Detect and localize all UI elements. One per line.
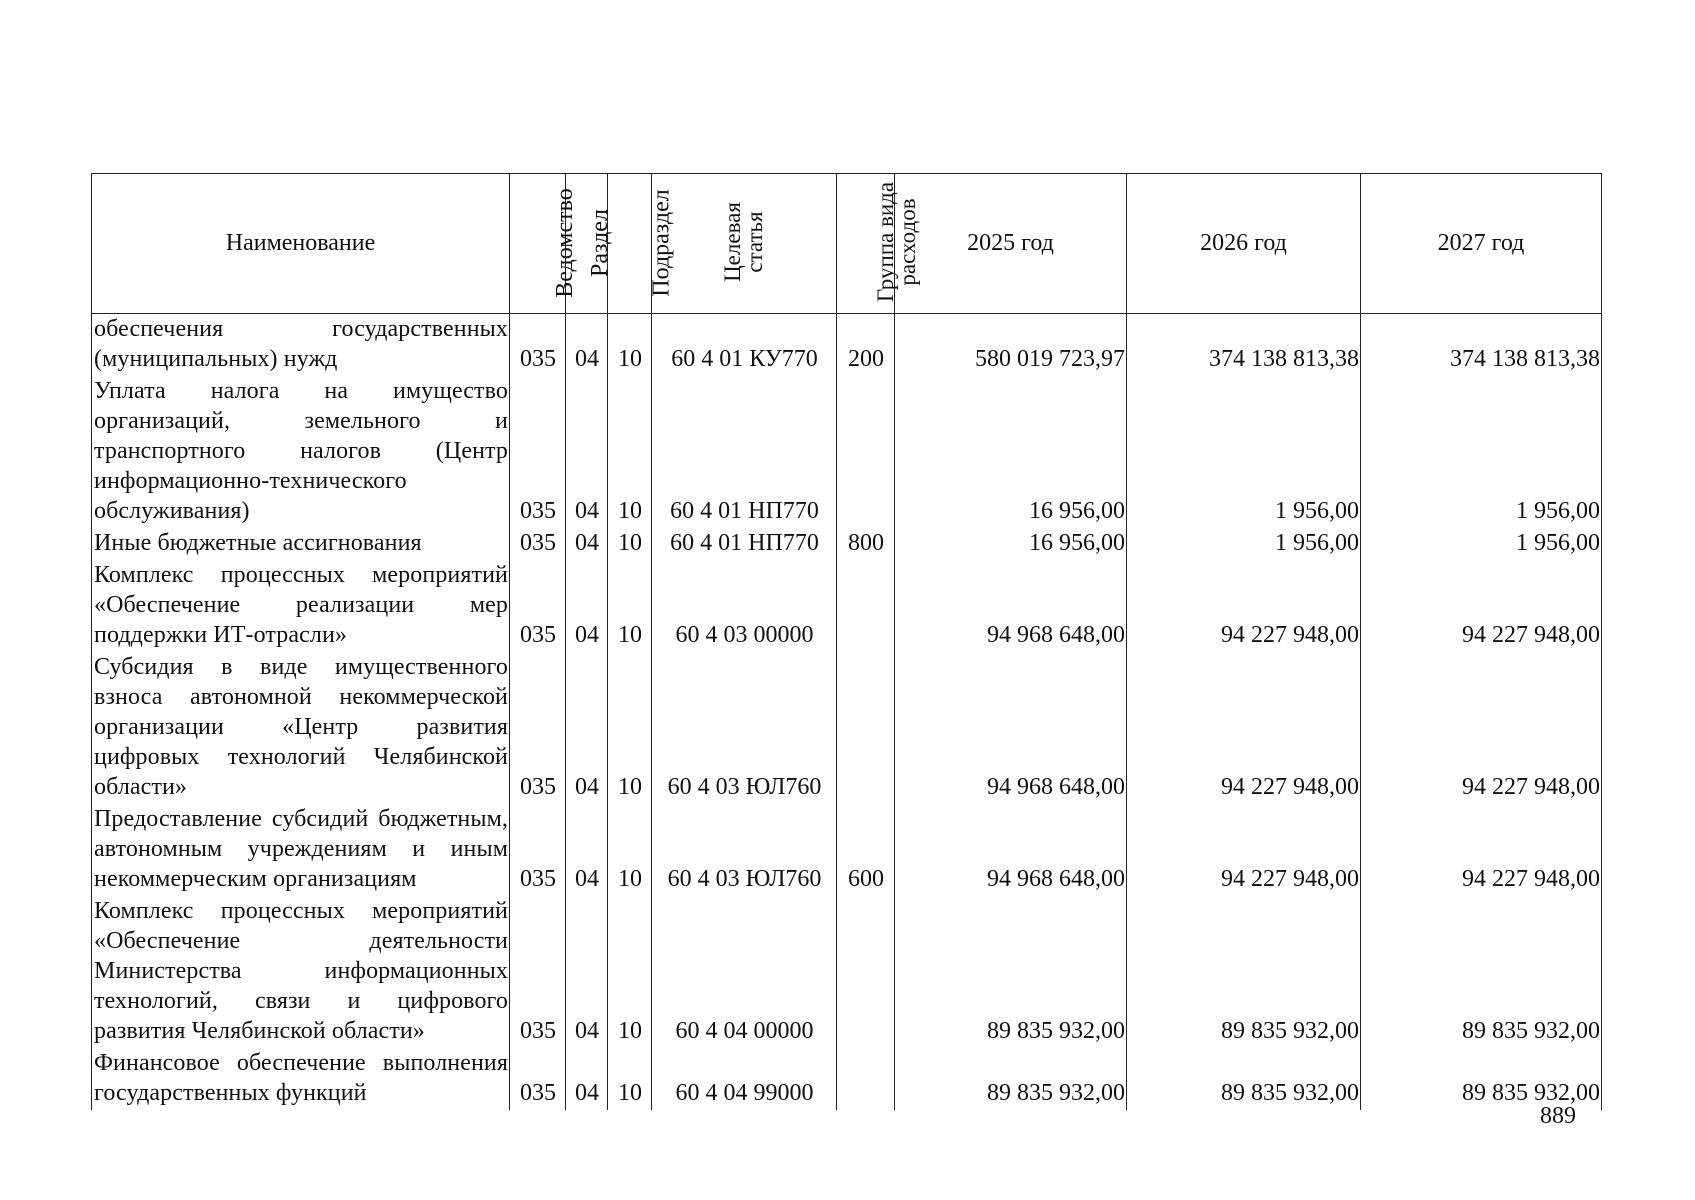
row-vid-rashodov-cell	[837, 652, 895, 804]
row-name-cell: Уплата налога на имущество организаций, земельного и транспортного налогов (Центр информационно-технического обслуживания)	[92, 376, 510, 528]
table-row	[92, 376, 1602, 528]
row-vid-rashodov-cell	[837, 1048, 895, 1110]
row-vedomstvo-cell: 035	[510, 652, 566, 804]
row-podrazdel-cell: 10	[608, 1048, 652, 1110]
row-celevaya-statya-cell: 60 4 03 ЮЛ760	[652, 804, 837, 896]
header-gruppa-vida-rashodov: Группа вида расходов	[837, 174, 895, 314]
row-value-2025-cell: 16 956,00	[895, 376, 1127, 528]
row-name-cell: Иные бюджетные ассигнования	[92, 528, 510, 560]
row-vid-rashodov-cell	[837, 560, 895, 652]
row-vedomstvo-cell: 035	[510, 1048, 566, 1110]
row-razdel-cell: 04	[566, 314, 608, 377]
header-razdel: Раздел	[566, 174, 608, 314]
row-vedomstvo-cell: 035	[510, 804, 566, 896]
row-value-2025-cell: 580 019 723,97	[895, 314, 1127, 377]
row-razdel-cell: 04	[566, 652, 608, 804]
row-name-cell: Комплекс процессных мероприятий «Обеспечение деятельности Министерства информационных технологий, связи и цифрового развития Челябинской области»	[92, 896, 510, 1048]
row-razdel-cell: 04	[566, 528, 608, 560]
row-value-2027-cell: 1 956,00	[1361, 376, 1602, 528]
row-value-2025-cell: 16 956,00	[895, 528, 1127, 560]
row-razdel-cell: 04	[566, 560, 608, 652]
row-value-2025-cell: 89 835 932,00	[895, 1048, 1127, 1110]
header-year-2027: 2027 год	[1361, 174, 1602, 314]
row-podrazdel-cell: 10	[608, 896, 652, 1048]
row-vid-rashodov-cell: 800	[837, 528, 895, 560]
table-body	[92, 314, 1602, 1111]
row-value-2025-cell: 89 835 932,00	[895, 896, 1127, 1048]
row-celevaya-statya-cell: 60 4 01 НП770	[652, 376, 837, 528]
row-razdel-cell: 04	[566, 1048, 608, 1110]
row-value-2025-cell: 94 968 648,00	[895, 652, 1127, 804]
row-podrazdel-cell: 10	[608, 314, 652, 377]
header-year-2025: 2025 год	[895, 174, 1127, 314]
row-vedomstvo-cell: 035	[510, 376, 566, 528]
row-celevaya-statya-cell: 60 4 04 99000	[652, 1048, 837, 1110]
row-value-2026-cell: 94 227 948,00	[1127, 560, 1361, 652]
row-vid-rashodov-cell	[837, 376, 895, 528]
row-name-cell: Комплекс процессных мероприятий «Обеспечение реализации мер поддержки ИТ-отрасли»	[92, 560, 510, 652]
row-vedomstvo-cell: 035	[510, 896, 566, 1048]
table-row	[92, 896, 1602, 1048]
table-row	[92, 560, 1602, 652]
table-row	[92, 528, 1602, 560]
row-celevaya-statya-cell: 60 4 03 ЮЛ760	[652, 652, 837, 804]
row-name-cell: Финансовое обеспечение выполнения государственных функций	[92, 1048, 510, 1110]
row-vid-rashodov-cell	[837, 896, 895, 1048]
row-value-2026-cell: 89 835 932,00	[1127, 896, 1361, 1048]
row-podrazdel-cell: 10	[608, 376, 652, 528]
row-razdel-cell: 04	[566, 896, 608, 1048]
row-podrazdel-cell: 10	[608, 652, 652, 804]
row-name-cell: Предоставление субсидий бюджетным, автономным учреждениям и иным некоммерческим организациям	[92, 804, 510, 896]
row-vedomstvo-cell: 035	[510, 314, 566, 377]
table-row	[92, 314, 1602, 377]
row-vedomstvo-cell: 035	[510, 560, 566, 652]
row-value-2025-cell: 94 968 648,00	[895, 560, 1127, 652]
row-value-2025-cell: 94 968 648,00	[895, 804, 1127, 896]
budget-table	[91, 173, 1602, 1110]
table-row	[92, 652, 1602, 804]
row-name-cell: Субсидия в виде имущественного взноса автономной некоммерческой организации «Центр развития цифровых технологий Челябинской области»	[92, 652, 510, 804]
table-header-row	[92, 174, 1602, 314]
header-year-2026: 2026 год	[1127, 174, 1361, 314]
row-value-2026-cell: 89 835 932,00	[1127, 1048, 1361, 1110]
row-value-2026-cell: 94 227 948,00	[1127, 804, 1361, 896]
row-value-2026-cell: 1 956,00	[1127, 376, 1361, 528]
table-row	[92, 1048, 1602, 1110]
row-vid-rashodov-cell: 200	[837, 314, 895, 377]
table-row	[92, 804, 1602, 896]
row-celevaya-statya-cell: 60 4 01 НП770	[652, 528, 837, 560]
header-celevaya-statya: Целевая статья	[652, 174, 837, 314]
row-vid-rashodov-cell: 600	[837, 804, 895, 896]
row-razdel-cell: 04	[566, 804, 608, 896]
row-value-2027-cell: 94 227 948,00	[1361, 652, 1602, 804]
row-value-2027-cell: 94 227 948,00	[1361, 804, 1602, 896]
row-value-2026-cell: 1 956,00	[1127, 528, 1361, 560]
row-value-2027-cell: 374 138 813,38	[1361, 314, 1602, 377]
row-celevaya-statya-cell: 60 4 04 00000	[652, 896, 837, 1048]
header-vedomstvo: Ведомство	[510, 174, 566, 314]
page-number: 889	[1540, 1103, 1576, 1129]
row-podrazdel-cell: 10	[608, 560, 652, 652]
row-value-2027-cell: 94 227 948,00	[1361, 560, 1602, 652]
row-value-2026-cell: 94 227 948,00	[1127, 652, 1361, 804]
row-razdel-cell: 04	[566, 376, 608, 528]
row-name-cell: обеспечения государственных (муниципальных) нужд	[92, 314, 510, 377]
row-value-2027-cell: 89 835 932,00	[1361, 1048, 1602, 1110]
row-value-2027-cell: 1 956,00	[1361, 528, 1602, 560]
header-podrazdel: Подраздел	[608, 174, 652, 314]
row-podrazdel-cell: 10	[608, 804, 652, 896]
row-vedomstvo-cell: 035	[510, 528, 566, 560]
row-podrazdel-cell: 10	[608, 528, 652, 560]
row-value-2026-cell: 374 138 813,38	[1127, 314, 1361, 377]
row-celevaya-statya-cell: 60 4 03 00000	[652, 560, 837, 652]
header-name: Наименование	[92, 174, 510, 314]
row-value-2027-cell: 89 835 932,00	[1361, 896, 1602, 1048]
row-celevaya-statya-cell: 60 4 01 КУ770	[652, 314, 837, 377]
